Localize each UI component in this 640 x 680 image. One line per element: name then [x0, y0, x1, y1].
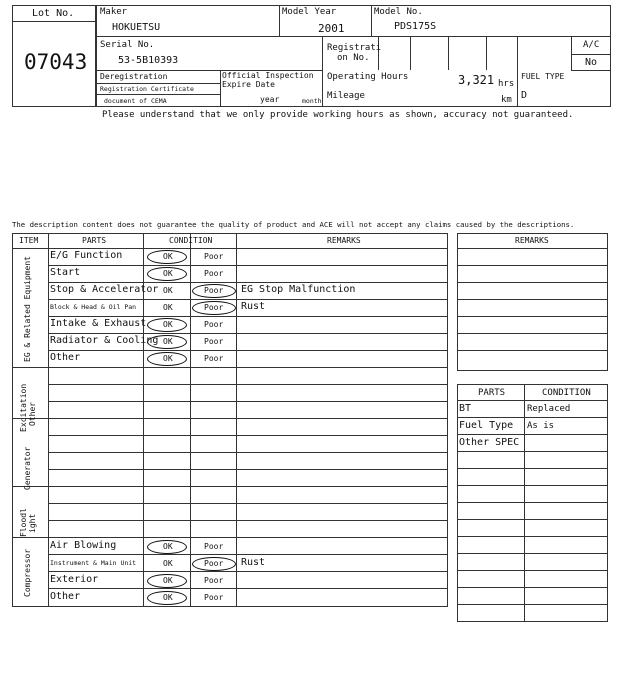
right-part-2: Other SPEC: [459, 437, 520, 448]
year-label: year: [260, 95, 280, 104]
eg-row-poor-3: Poor: [204, 303, 224, 312]
eg-row-ok-5: OK: [163, 337, 173, 346]
section-generator-label: Generator: [23, 446, 32, 490]
eg-row-ok-circle-1: [147, 267, 187, 281]
eg-row-ok-4: OK: [163, 320, 173, 329]
document-cema-label: document of CEMA: [104, 97, 167, 105]
disclaimer-text: Please understand that we only provide working hours as shown, accuracy not guaranteed.: [102, 110, 574, 120]
eg-row-poor-4: Poor: [204, 320, 224, 329]
eg-row-poor-circle-3: [192, 301, 236, 315]
section-eg-label: EG & Related Equipment: [23, 256, 32, 362]
eg-row-ok-6: OK: [163, 354, 173, 363]
fuel-type-label: FUEL TYPE: [521, 72, 565, 81]
lot-no-label: Lot No.: [32, 8, 75, 19]
compressor-row-ok-2: OK: [163, 576, 173, 585]
eg-row-poor-0: Poor: [204, 252, 224, 261]
compressor-row-part-0: Air Blowing: [50, 540, 117, 551]
eg-row-part-3: Block & Head & Oil Pan: [50, 303, 137, 311]
eg-row-part-2: Stop & Accelerator: [50, 284, 159, 295]
right-remarks-header: REMARKS: [515, 236, 549, 245]
eg-row-poor-2: Poor: [204, 286, 224, 295]
official-inspection-label-2: Expire Date: [222, 80, 275, 89]
compressor-row-part-2: Exterior: [50, 574, 99, 585]
month-label: month: [302, 97, 322, 105]
section-compressor-label: Compressor: [23, 548, 32, 597]
model-no-value: PDS175S: [394, 21, 437, 32]
col-parts-header: PARTS: [82, 236, 107, 245]
operating-hours-value: 3,321: [458, 73, 495, 87]
ac-value: No: [585, 57, 598, 68]
official-inspection-label-1: Official Inspection: [222, 71, 314, 80]
col-remarks-header: REMARKS: [327, 236, 361, 245]
serial-no-value: 53-5B10393: [118, 55, 179, 66]
deregistration-label: Deregistration: [100, 72, 168, 81]
eg-row-ok-circle-4: [147, 318, 187, 332]
compressor-row-part-3: Other: [50, 591, 81, 602]
maker-label: Maker: [100, 7, 128, 17]
compressor-row-poor-0: Poor: [204, 542, 224, 551]
eg-row-poor-6: Poor: [204, 354, 224, 363]
operating-hours-label: Operating Hours: [327, 72, 409, 82]
compressor-row-ok-0: OK: [163, 542, 173, 551]
compressor-row-remark-1: Rust: [241, 557, 266, 568]
eg-row-ok-circle-0: [147, 250, 187, 264]
compressor-row-ok-circle-0: [147, 540, 187, 554]
model-no-label: Model No.: [374, 7, 423, 17]
hrs-unit: hrs: [498, 79, 515, 89]
compressor-row-poor-1: Poor: [204, 559, 224, 568]
section-excitation-label-2: Other: [28, 401, 37, 426]
compressor-row-part-1: Instrument & Main Unit: [50, 559, 137, 567]
right-condition-header: CONDITION: [542, 388, 591, 398]
eg-row-poor-5: Poor: [204, 337, 224, 346]
right-part-1: Fuel Type: [459, 420, 514, 431]
eg-row-part-0: E/G Function: [50, 250, 123, 261]
eg-row-ok-circle-5: [147, 335, 187, 349]
right-parts-header: PARTS: [478, 388, 506, 398]
maker-value: HOKUETSU: [112, 22, 161, 33]
eg-row-poor-circle-2: [192, 284, 236, 298]
serial-no-label: Serial No.: [100, 40, 155, 50]
eg-row-ok-1: OK: [163, 269, 173, 278]
km-unit: km: [501, 95, 512, 105]
ac-label: A/C: [583, 40, 600, 50]
section-floodlight-label-2: ight: [28, 513, 37, 533]
right-condition-0: Replaced: [527, 404, 571, 414]
eg-row-ok-2: OK: [163, 286, 173, 295]
model-year-label: Model Year: [282, 7, 337, 17]
eg-row-remark-3: Rust: [241, 301, 266, 312]
eg-row-ok-3: OK: [163, 303, 173, 312]
eg-row-ok-circle-6: [147, 352, 187, 366]
fuel-type-value: D: [521, 90, 528, 101]
compressor-row-poor-circle-1: [192, 557, 236, 571]
compressor-row-poor-3: Poor: [204, 593, 224, 602]
model-year-value: 2001: [318, 22, 345, 35]
eg-row-part-5: Radiator & Cooling: [50, 335, 159, 346]
mileage-label: Mileage: [327, 91, 365, 101]
compressor-row-poor-2: Poor: [204, 576, 224, 585]
compressor-row-ok-circle-3: [147, 591, 187, 605]
eg-row-remark-2: EG Stop Malfunction: [241, 284, 356, 295]
registration-certificate-label: Registration Certificate: [100, 85, 194, 93]
eg-row-part-1: Start: [50, 267, 81, 278]
col-condition-header: CONDITION: [169, 236, 213, 245]
compressor-row-ok-3: OK: [163, 593, 173, 602]
compressor-row-ok-circle-2: [147, 574, 187, 588]
eg-row-part-4: Intake & Exhaust: [50, 318, 147, 329]
registration-no-label-2: on No.: [337, 53, 370, 63]
eg-row-part-6: Other: [50, 352, 81, 363]
section-floodlight-label-1: Floodl: [19, 508, 28, 537]
section-excitation-label-1: Excitation: [19, 383, 28, 432]
description-notice: The description content does not guarantee the quality of product and ACE will not accept any claims caused by the descriptions.: [12, 220, 575, 229]
compressor-row-ok-1: OK: [163, 559, 173, 568]
registration-no-label-1: Registrati: [327, 43, 382, 53]
right-part-0: BT: [459, 403, 472, 414]
right-condition-1: As is: [527, 421, 555, 431]
lot-no-value: 07043: [24, 50, 88, 74]
col-item-header: ITEM: [19, 236, 39, 245]
eg-row-ok-0: OK: [163, 252, 173, 261]
eg-row-poor-1: Poor: [204, 269, 224, 278]
